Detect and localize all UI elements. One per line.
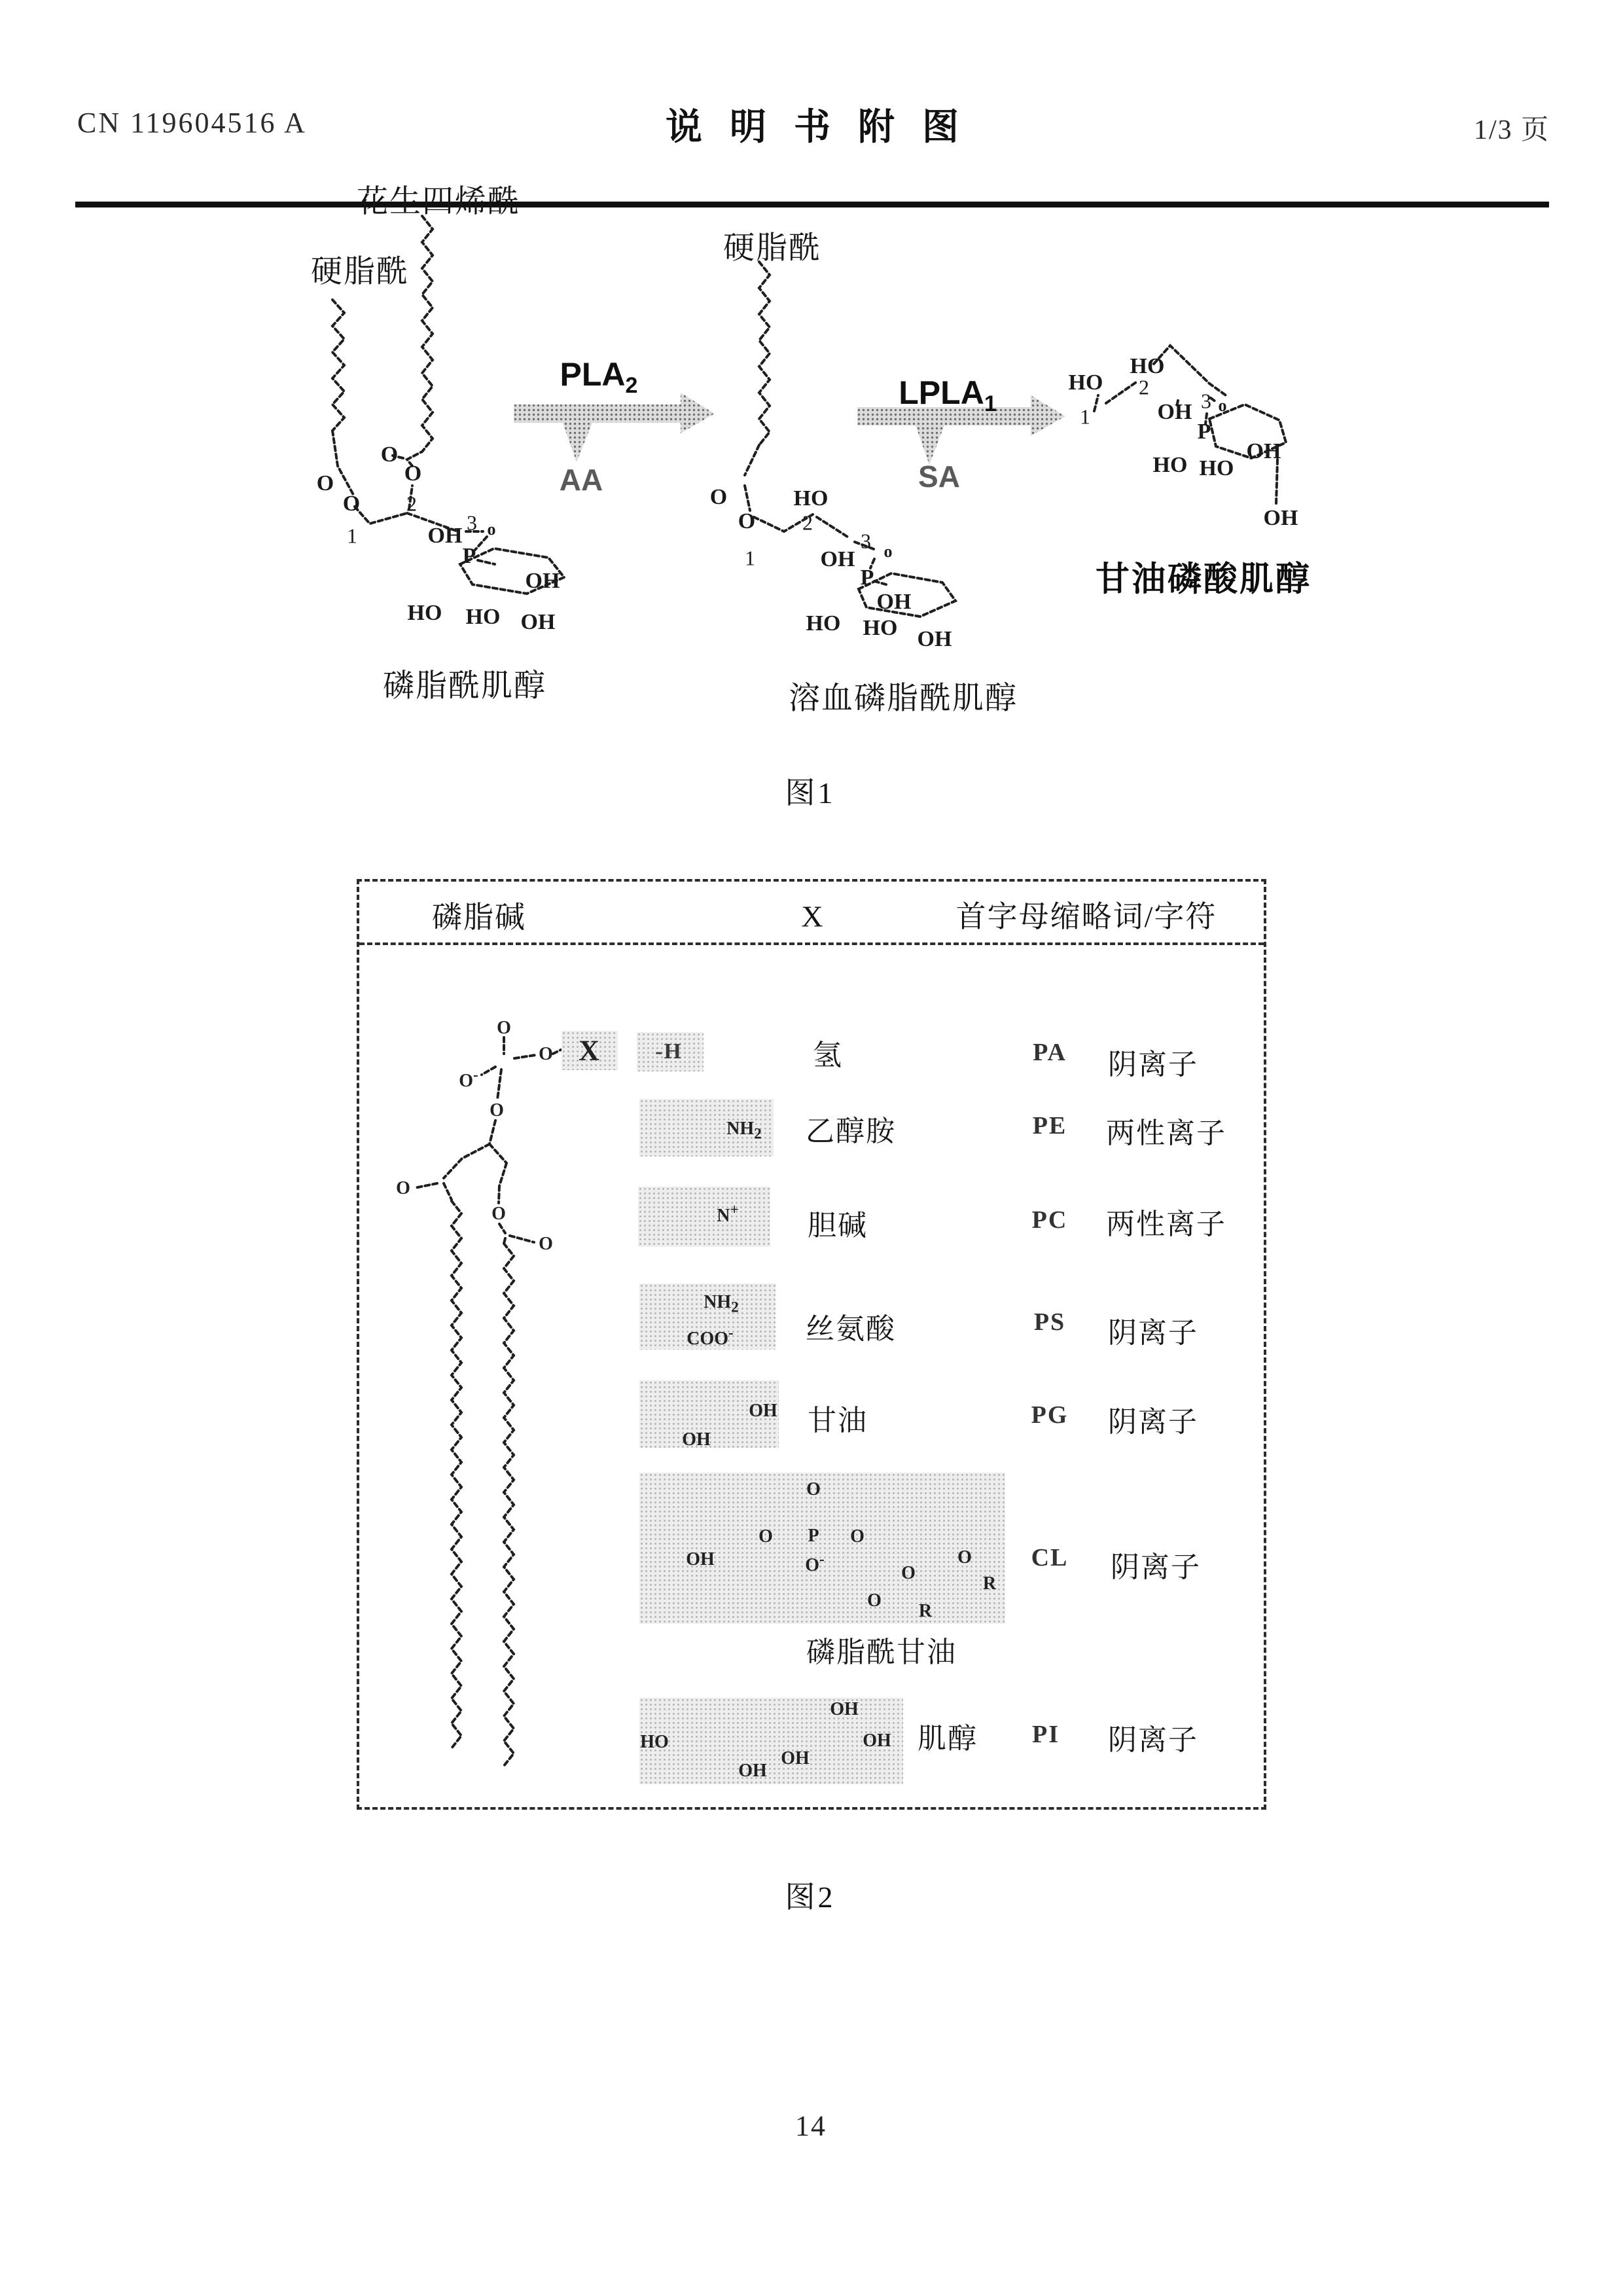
mol1-o-phosphate: o [487,520,496,539]
pla2-arrow [514,393,715,462]
choline-box [638,1187,770,1247]
mol1-o-ester2: O [404,461,422,486]
mol2-name: 溶血磷脂酰肌醇 [788,681,1018,716]
row5-abbr: PG [1031,1401,1069,1429]
mol2-o-phosphate: o [883,542,893,561]
mol2-oh-ring: OH [876,590,912,614]
product-aa-label: AA [559,463,603,497]
row7-abbr: PI [1032,1721,1060,1748]
pi-oh4-label: OH [738,1761,767,1781]
backbone-o-down: O [490,1100,504,1121]
cl-o2-label: O [850,1526,865,1547]
ps-coo-label [687,1324,734,1350]
mol3-p: P [1197,420,1211,444]
phosphatidylglycerol-box [639,1473,1005,1624]
pc-n-charge: + [730,1201,739,1219]
ps-nh-text: NH [704,1292,732,1312]
pe-nh2-subscript: 2 [754,1125,762,1143]
product-sa-label: SA [918,459,960,493]
row3-abbr: PC [1031,1206,1068,1234]
patent-number: CN 119604516 A [77,107,307,139]
cl-o1-label: O [758,1526,773,1547]
mol1-name: 磷脂酰肌醇 [382,668,547,704]
mol1-o-carbonyl2: O [380,442,399,467]
pi-oh1-label: OH [830,1699,859,1719]
mol3-position-2: 2 [1139,375,1149,399]
row6-charge: 阴离子 [1111,1551,1201,1583]
pi-oh3-label: OH [781,1748,810,1768]
mol3-name: 甘油磷酸肌醇 [1095,561,1312,599]
pla2-subscript: 2 [625,373,638,398]
mol2-head-bonds [745,445,886,584]
mol3-o-phosphate: o [1218,396,1227,415]
cl-o5-label: O [867,1590,882,1611]
mol1-o-ester1: O [342,492,361,516]
fig1-caption: 图1 [785,776,836,810]
cl-p-label: P [808,1526,819,1546]
backbone-o-top: O [497,1018,511,1038]
doc-title: 说明书附图 [666,107,986,148]
mol1-stearoyl-chain [332,300,344,431]
mol1-arachidonoyl-chain [422,216,433,452]
pi-ho-label: HO [640,1732,669,1752]
cl-o3-label: O [901,1563,916,1583]
row1-charge: 阴离子 [1108,1049,1198,1081]
backbone-o-minus [459,1066,478,1092]
x-marker: X [579,1034,599,1067]
mol1-ho-mid: HO [465,605,501,629]
mol1-oh-ring: OH [525,569,560,593]
row3-x-name: 胆碱 [808,1210,868,1242]
cl-r1-label: R [918,1601,933,1621]
row7-x-name: 肌醇 [918,1723,978,1755]
row1-abbr: PA [1033,1039,1067,1066]
mol3-bonds [1094,346,1277,504]
enzyme-pla2-label [560,355,638,398]
pla2-text: PLA [560,356,626,393]
lpla1-text: LPLA [899,374,984,411]
mol2-position-3: 3 [861,529,871,553]
backbone-o-ester-right: O [491,1204,506,1224]
row3-charge: 两性离子 [1106,1208,1226,1240]
cl-o-minus-charge: - [819,1551,825,1568]
mol1-ho-left: HO [407,601,442,625]
mol2-o-ester: O [738,509,756,533]
page-number: 14 [795,2109,827,2142]
row2-x-name: 乙醇胺 [806,1115,896,1147]
mol1-p: P [462,544,476,568]
mol1-oh-right: OH [520,610,556,634]
mol1-position-3: 3 [467,511,477,535]
mol2-o-carbonyl: O [709,485,728,509]
mol1-o-carbonyl1: O [316,471,334,495]
cl-o4-label: O [957,1547,972,1568]
fig2-header-separator [359,942,1264,945]
fig2-col3-header: 首字母缩略词/字符 [955,900,1217,933]
mol2-ho-mid: HO [863,616,898,640]
mol3-oh-ring: OH [1246,439,1281,463]
hydrogen-substituent: -H [655,1039,683,1064]
row4-charge: 阴离子 [1108,1317,1198,1349]
mol3-oh-low: OH [1263,506,1298,530]
pe-nh2-label [726,1119,762,1143]
cl-r2-label: R [982,1573,997,1594]
row6-x-name: 磷脂酰甘油 [806,1636,957,1668]
row4-x-name: 丝氨酸 [806,1313,896,1345]
mol2-position-2: 2 [802,511,813,535]
ps-nh2-label [704,1292,739,1316]
mol3-ho1: HO [1068,370,1103,395]
lpla1-subscript: 1 [984,391,997,416]
row4-abbr: PS [1033,1308,1066,1336]
fig2-col1-header: 磷脂碱 [432,901,526,934]
cl-o-minus-label [805,1551,825,1576]
mol3-ho2: HO [1130,354,1165,378]
backbone-o-minus-charge: - [473,1066,478,1084]
cl-o-minus-text: O [805,1555,819,1575]
row1-x-name: 氢 [813,1039,843,1071]
row5-charge: 阴离子 [1108,1406,1198,1438]
mol3-ho-left: HO [1152,453,1188,477]
stearoyl-label-mol1: 硬脂酰 [310,254,410,289]
ps-coo-text: COO [687,1329,728,1349]
pc-n-text: N [717,1206,730,1226]
row2-abbr: PE [1032,1112,1067,1139]
ps-nh2-subscript: 2 [731,1299,739,1316]
cl-o-top-label: O [806,1479,821,1499]
backbone-o-bridge: O [539,1044,553,1064]
fig2-col2-header: X [801,899,825,933]
row5-x-name: 甘油 [808,1405,868,1437]
mol2-ho: HO [793,486,829,511]
ps-coo-charge: - [728,1324,734,1342]
row7-charge: 阴离子 [1108,1724,1198,1756]
pc-n-label [717,1201,739,1227]
mol3-oh: OH [1157,400,1192,424]
pi-oh2-label: OH [863,1731,891,1751]
cl-oh-label: OH [686,1549,715,1570]
mol1-position-1: 1 [347,524,357,548]
backbone-o-carbonyl-right: O [539,1234,553,1254]
row6-abbr: CL [1031,1544,1069,1571]
pe-nh-text: NH [726,1119,755,1139]
stearoyl-label-mol2: 硬脂酰 [722,230,822,266]
mol2-stearoyl-chain [759,262,770,445]
mol2-ho-left: HO [806,611,841,636]
pg-oh2-label: OH [682,1429,711,1450]
mol2-oh-right: OH [917,627,952,651]
mol1-position-2: 2 [406,492,417,516]
mol3-position-1: 1 [1080,404,1090,429]
mol3-ho-mid: HO [1199,456,1234,480]
mol2-oh: OH [820,547,855,571]
mol2-position-1: 1 [745,546,755,570]
pg-oh1-label: OH [749,1401,777,1421]
mol1-oh: OH [427,524,463,548]
backbone-o-minus-text: O [459,1071,473,1091]
mol3-position-3: 3 [1201,389,1211,413]
row2-charge: 两性离子 [1106,1117,1226,1149]
enzyme-lpla1-label [899,374,997,416]
backbone-o-carbonyl-left: O [396,1178,410,1198]
page-indicator: 1/3 页 [1474,115,1550,145]
fig2-caption: 图2 [785,1880,836,1914]
mol2-p: P [860,565,874,590]
arachidonoyl-label: 花生四烯酰 [356,184,521,219]
